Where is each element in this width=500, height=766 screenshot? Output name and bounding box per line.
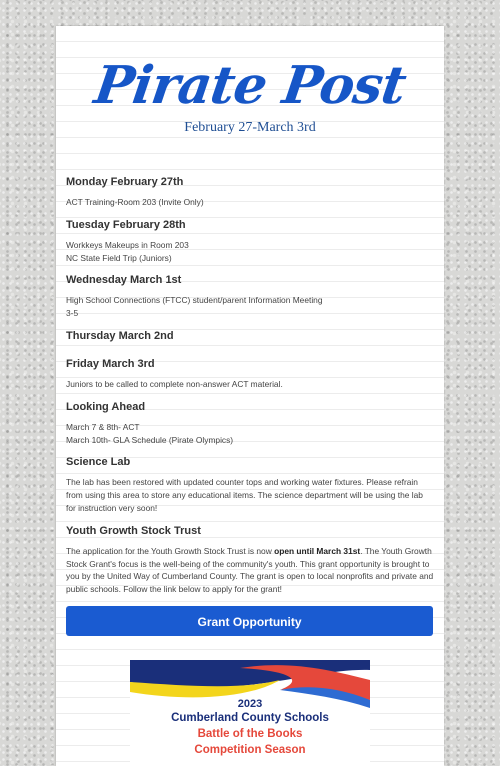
section-friday — [66, 356, 434, 391]
section-body — [66, 421, 434, 447]
section-line: NC State Field Trip (Juniors) — [66, 252, 172, 263]
section-body — [66, 294, 434, 320]
section-youth-growth — [66, 523, 434, 596]
section-monday — [66, 174, 434, 209]
section-heading: Friday March 3rd — [66, 357, 155, 370]
newsletter-date-range: February 27-March 3rd — [184, 120, 316, 135]
section-wednesday — [66, 272, 434, 320]
newsletter-title: Pirate Post — [90, 55, 410, 116]
section-looking-ahead — [66, 399, 434, 447]
section-paragraph — [66, 545, 434, 596]
section-line: ACT Training-Room 203 (Invite Only) — [66, 197, 204, 207]
section-paragraph: The lab has been restored with updated counter tops and working water fixtures. Please refrain from using this area to store any educational items. The science department will be using the lab for instruction very soon! — [66, 477, 423, 513]
banner-title-line2: Competition Season — [194, 744, 306, 756]
section-thursday — [66, 328, 434, 344]
section-body — [66, 239, 434, 265]
section-line: March 10th- GLA Schedule (Pirate Olympics) — [66, 434, 234, 445]
section-heading: Monday February 27th — [66, 176, 184, 188]
section-tuesday — [66, 217, 434, 265]
banner-year: 2023 — [237, 698, 263, 710]
newsletter-paper — [56, 26, 444, 766]
section-heading: Thursday March 2nd — [66, 329, 174, 342]
section-line: 3-5 — [66, 308, 79, 319]
section-line: March 7 & 8th- ACT — [66, 421, 140, 432]
section-heading: Wednesday March 1st — [66, 274, 182, 287]
section-line: High School Connections (FTCC) student/parent Information Meeting — [66, 295, 323, 306]
section-body — [66, 378, 434, 391]
section-body — [66, 196, 434, 209]
paragraph-rest: . The Youth Growth Stock Grant's focus is the well-being of the community's youth. This grant opportunity is brought to you by the United Way of Cumberland County. The grant is open to local nonprofits and private and public schools. Follow the link below to apply for the grant! — [66, 545, 434, 595]
section-heading: Looking Ahead — [66, 400, 146, 413]
battle-of-books-banner[interactable] — [130, 660, 370, 766]
banner-title-line1: Battle of the Books — [197, 728, 303, 740]
paragraph-intro: The application for the Youth Growth Stock Trust is now — [66, 545, 275, 556]
masthead — [66, 26, 434, 174]
deadline-emphasis: open until March 31st — [274, 545, 361, 556]
banner-school: Cumberland County Schools — [171, 712, 329, 724]
section-heading: Science Lab — [66, 456, 131, 469]
grant-opportunity-button[interactable]: Grant Opportunity — [66, 606, 433, 636]
section-heading: Tuesday February 28th — [66, 218, 186, 231]
section-heading: Youth Growth Stock Trust — [66, 524, 201, 537]
section-line: Workkeys Makeups in Room 203 — [66, 239, 189, 250]
section-body — [66, 476, 434, 514]
section-science-lab — [66, 454, 434, 514]
section-line: Juniors to be called to complete non-answer ACT material. — [66, 378, 283, 389]
